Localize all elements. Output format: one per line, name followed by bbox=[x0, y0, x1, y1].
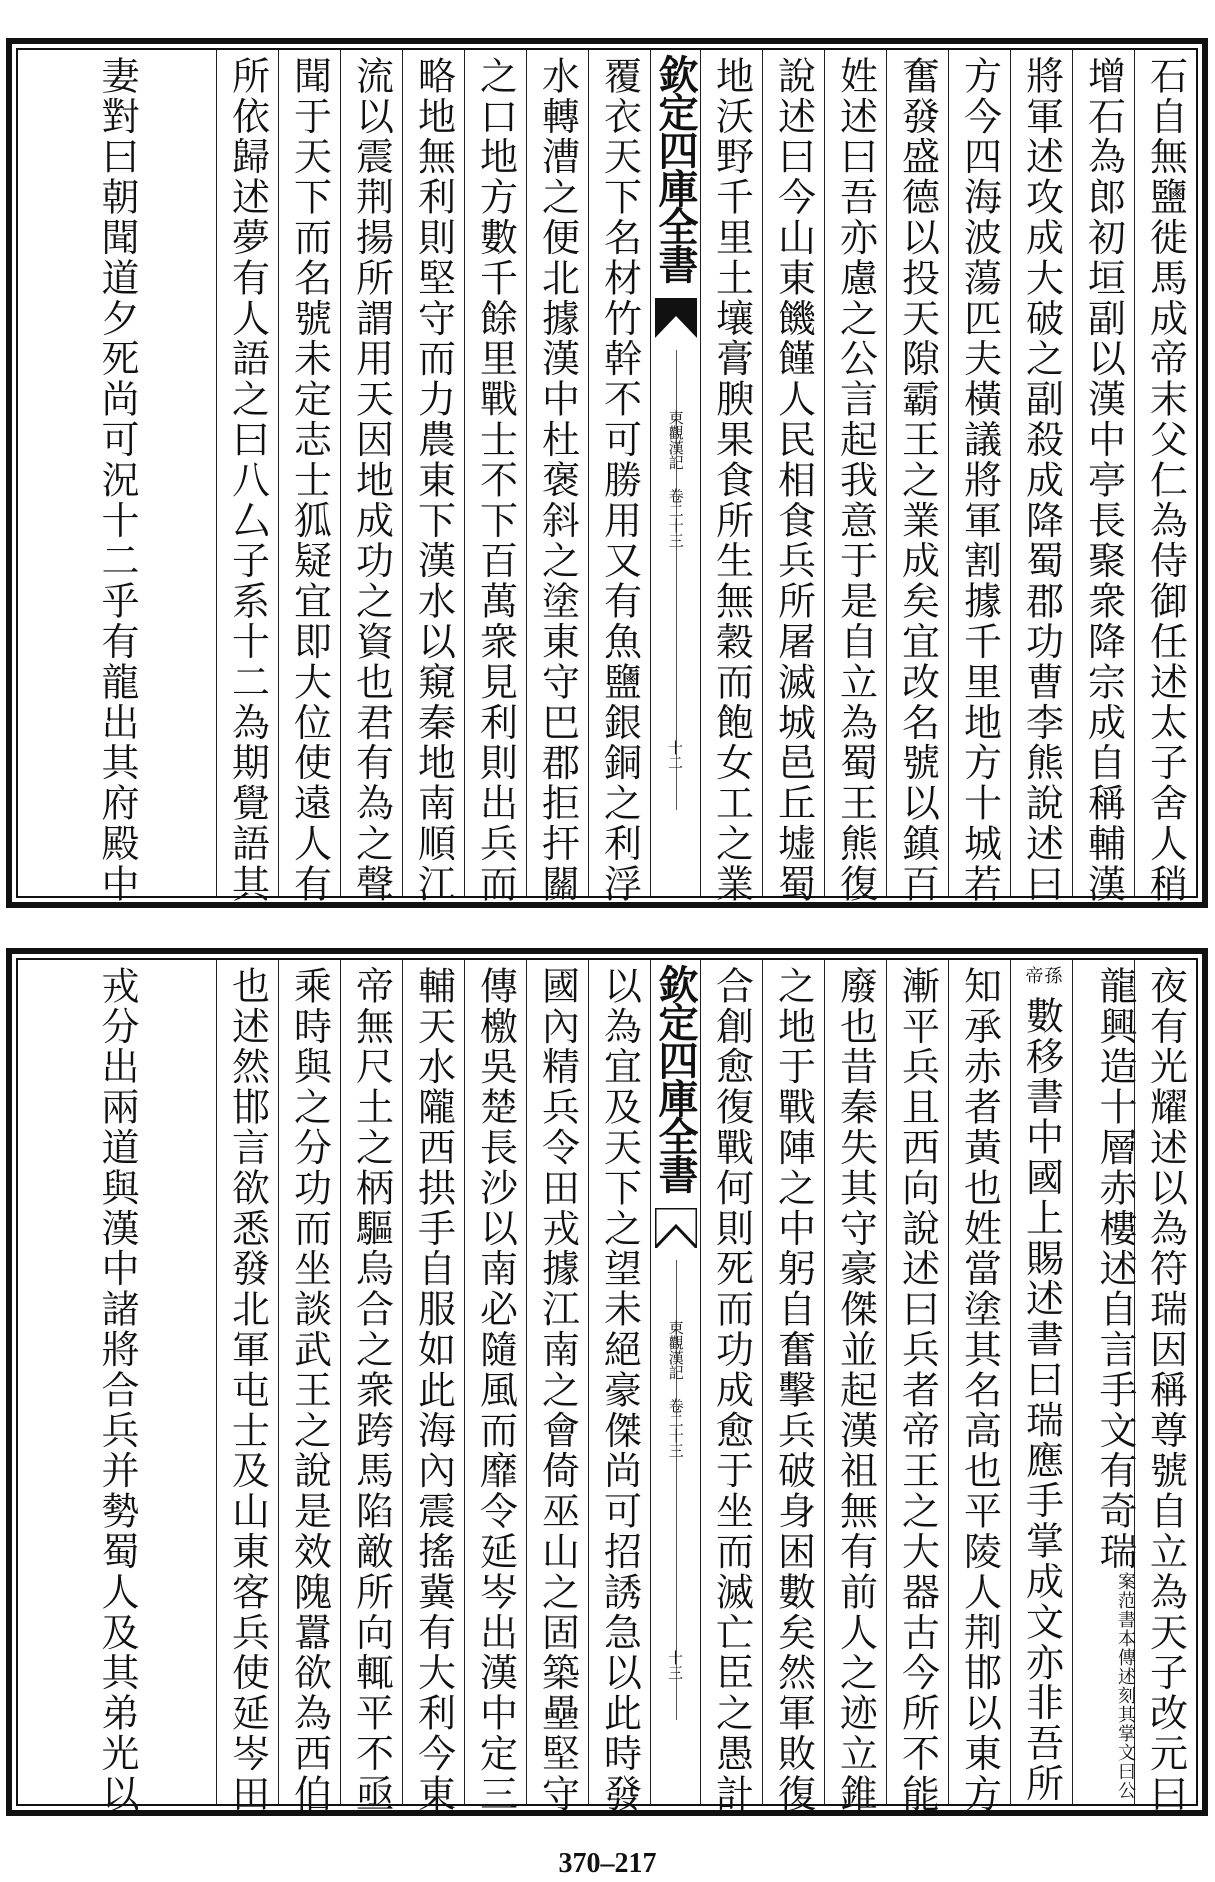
page-number: 370–217 bbox=[558, 1848, 657, 1879]
volume-label: 東觀漢記 卷二十三 bbox=[666, 1320, 685, 1458]
text-column: 妻對曰朝聞道夕死尚可況十二乎有龍出其府殿中 bbox=[95, 56, 139, 905]
text-column: 之地于戰陣之中躬自奮擊兵破身困數矣然軍敗復 bbox=[762, 960, 824, 1804]
text-column-with-note: 孫帝 數移書中國上賜述書曰瑞應手掌成文亦非吾所 bbox=[1010, 960, 1072, 1804]
text-column: 夜有光耀述以為符瑞因稱尊號自立為天子改元曰 bbox=[1134, 960, 1196, 1804]
text-column: 流以震荆揚所謂用天因地成功之資也君有為之聲 bbox=[340, 50, 402, 896]
text-column: 之口地方數千餘里戰士不下百萬衆見利則出兵而 bbox=[464, 50, 526, 896]
text-column: 知承赤者黃也姓當塗其名高也平陵人荆邯以東方 bbox=[948, 960, 1010, 1804]
text-column: 合創愈復戰何則死而功成愈于坐而滅亡臣之愚計 bbox=[700, 960, 762, 1804]
book-title: 欽定四庫全書 bbox=[652, 54, 699, 282]
text-column: 覆衣天下名材竹幹不可勝用又有魚鹽銀銅之利浮 bbox=[588, 50, 650, 896]
text-column: 地沃野千里土壤膏腴果食所生無穀而飽女工之業 bbox=[700, 50, 762, 896]
text-column: 說述曰今山東饑饉人民相食兵所屠滅城邑丘墟蜀 bbox=[762, 50, 824, 896]
center-fold-strip bbox=[650, 960, 700, 1804]
text-column: 輔天水隴西拱手自服如此海內震搖冀有大利今東 bbox=[402, 960, 464, 1804]
text-column: 廢也昔秦失其守豪傑並起漢祖無有前人之迹立錐 bbox=[824, 960, 886, 1804]
commentary-note: 案范書本傳述刻其掌文曰公 bbox=[1115, 1572, 1136, 1800]
text-column: 漸平兵且西向說述曰兵者帝王之大器古今所不能 bbox=[886, 960, 948, 1804]
leaf-number: 十三 bbox=[666, 1650, 684, 1680]
commentary-note: 孫帝 bbox=[1022, 966, 1063, 985]
volume-label: 東觀漢記 卷二十三 bbox=[666, 410, 685, 548]
leaf-number: 十二 bbox=[666, 740, 684, 770]
fish-tail-mark-icon bbox=[655, 298, 697, 338]
text-column: 水轉漕之便北據漢中杜褒斜之塗東守巴郡拒扞關 bbox=[526, 50, 588, 896]
text-column: 戎分出兩道與漢中諸將合兵并勢蜀人及其弟光以 bbox=[95, 966, 139, 1815]
text-column: 略地無利則堅守而力農東下漢水以窺秦地南順江 bbox=[402, 50, 464, 896]
text-column: 所依歸述夢有人語之曰八厶子系十二為期覺語其 bbox=[216, 50, 278, 896]
text-column: 國內精兵令田戎據江南之會倚巫山之固築壘堅守 bbox=[526, 960, 588, 1804]
text-column: 增石為郎初垣副以漢中亭長聚衆降宗成自稱輔漢 bbox=[1072, 50, 1134, 896]
text-column: 帝無尺土之柄驅烏合之衆跨馬陷敵所向輒平不亟 bbox=[340, 960, 402, 1804]
book-title: 欽定四庫全書 bbox=[652, 964, 699, 1192]
text-column: 也述然邯言欲悉發北軍屯士及山東客兵使延岑田 bbox=[216, 960, 278, 1804]
text-column: 石自無鹽徙馬成帝末父仁為侍御任述太子舍人稍 bbox=[1134, 50, 1196, 896]
text-column: 奮發盛德以投天隙霸王之業成矣宜改名號以鎮百 bbox=[886, 50, 948, 896]
text-column: 方今四海波蕩匹夫橫議將軍割據千里地方十城若 bbox=[948, 50, 1010, 896]
text-column: 姓述曰吾亦慮之公言起我意于是自立為蜀王熊復 bbox=[824, 50, 886, 896]
lower-panel bbox=[6, 948, 1208, 1816]
center-fold-strip bbox=[650, 50, 700, 896]
text-column: 乘時與之分功而坐談武王之說是效隗囂欲為西伯 bbox=[278, 960, 340, 1804]
fish-tail-mark-icon bbox=[655, 1208, 697, 1248]
upper-panel bbox=[6, 38, 1208, 908]
text-column: 傳檄吳楚長沙以南必隨風而靡令延岑出漢中定三 bbox=[464, 960, 526, 1804]
text-column-with-note: 龍興造十層赤樓述自言手文有奇瑞 案范書本傳述刻其掌文曰公 bbox=[1072, 960, 1134, 1804]
text-column: 將軍述攻成大破之副殺成降蜀郡功曹李熊說述曰 bbox=[1010, 50, 1072, 896]
text-column: 以為宜及天下之望未絕豪傑尚可招誘急以此時發 bbox=[588, 960, 650, 1804]
text-column: 聞于天下而名號未定志士狐疑宜即大位使遠人有 bbox=[278, 50, 340, 896]
